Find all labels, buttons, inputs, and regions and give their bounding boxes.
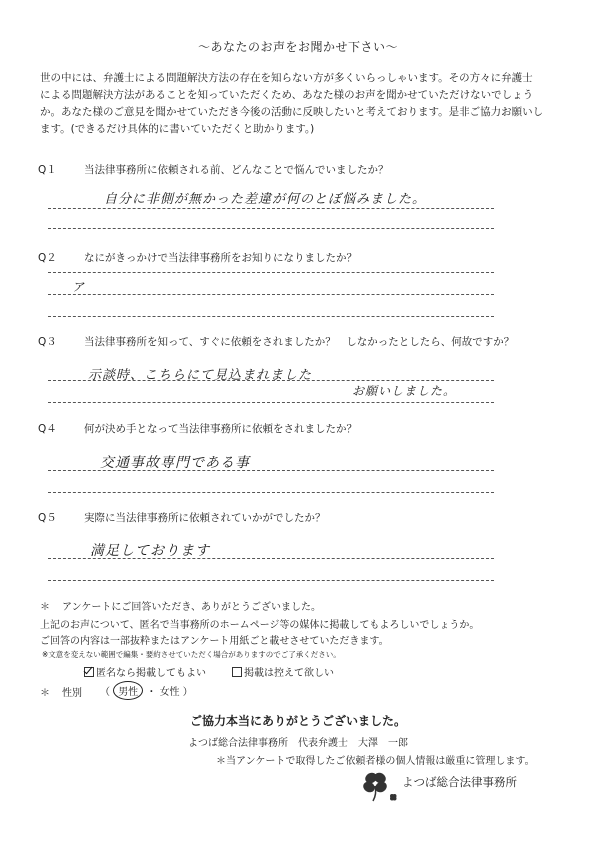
footer-star: ＊ [40,688,50,699]
gender-choices [100,681,193,700]
answer-line [48,316,494,317]
edit-note: ※文意を変えない範囲で編集・要約させていただく場合がありますのでご了承ください。 [42,650,341,659]
gender-male-circled[interactable]: 男性 [113,681,143,700]
answer-line [48,380,494,381]
intro-paragraph [40,70,560,138]
intro-line: ます。(できるだけ具体的に書いていただくと助かります。) [40,123,315,135]
option-ok-label: 匿名なら掲載してもよい [96,668,206,679]
question-number: Q３ [38,336,57,348]
answer-line [48,294,494,295]
question-text: 当法律事務所に依頼される前、どんなことで悩んでいましたか？ [84,164,389,176]
gender-label: 性別 [62,688,82,699]
option-ng[interactable] [232,664,334,679]
handwritten-answer: 満足しております [90,543,210,559]
checkbox-icon[interactable] [232,667,242,677]
answer-line [48,558,494,559]
gender-separator: ・ [146,687,157,698]
handwritten-answer: 自分に非側が無かった差違が何のとぼ悩みました。 [104,192,427,207]
footer-star: ＊ [40,602,50,613]
question-number: Q５ [38,512,57,524]
page-title: ～あなたのお声をお聞かせ下さい～ [197,40,398,54]
intro-line: 世の中には、弁護士による問題解決方法の存在を知らない方が多くいらっしゃいます。その方々に弁護士 [40,72,533,84]
answer-line [48,208,494,209]
question-number: Q２ [38,252,57,264]
answer-line [48,492,494,493]
answer-line [48,228,494,229]
handwritten-answer: 交通事故専門である事 [100,455,250,471]
handwritten-answer: お願いしました。 [352,384,457,398]
closing-message: ご協力本当にありがとうございました。 [189,714,406,728]
answer-line [48,580,494,581]
question-text: 実際に当法律事務所に依頼されていかがでしたか？ [84,512,326,524]
gender-paren: ） [182,687,193,698]
privacy-line: ＊当アンケートで取得したご依頼者様の個人情報は厳重に管理します。 [216,756,535,767]
intro-line: による問題解決方法があることを知っていただくため、あなた様のお声を聞かせていただけないでしょう [40,89,534,101]
answer-line [48,272,494,273]
option-ok[interactable] [84,664,206,679]
question-number: Q１ [38,164,57,176]
clover-logo-icon [356,768,400,804]
answer-line [48,402,494,403]
option-ng-label: 掲載は控えて欲しい [244,668,334,679]
gender-female[interactable]: 女性 [159,687,180,698]
handwritten-answer: 示談時、こちらにて見込まれました [88,368,313,383]
answer-line [48,470,494,471]
question-text: 何が決め手となって当法律事務所に依頼をされましたか？ [84,423,357,435]
publish-note: ご回答の内容は一部抜粋またはアンケート用紙ごと載せさせていただきます。 [40,636,389,647]
gender-paren: （ [100,687,110,698]
intro-line: か。あなた様のご意見を聞かせていただき今後の活動に反映したいと考えております。是非ご協力お願いし [40,106,544,118]
thanks-text: アンケートにご回答いただき、ありがとうございました。 [62,602,321,613]
office-line: よつば総合法律事務所 代表弁護士 大澤 一郎 [188,738,408,749]
publish-question: 上記のお声について、匿名で当事務所のホームページ等の媒体に掲載してもよろしいでしょうか。 [40,620,480,631]
checkbox-checked-icon[interactable] [84,667,94,677]
logo-text: よつば総合法律事務所 [402,775,517,789]
question-number: Q４ [38,423,57,435]
question-text: 当法律事務所を知って、すぐに依頼をされましたか？ しなかったとしたら、何故ですか？ [84,336,515,348]
handwritten-answer: ア [72,280,86,294]
question-text: なにがきっかけで当法律事務所をお知りになりましたか？ [84,252,357,264]
